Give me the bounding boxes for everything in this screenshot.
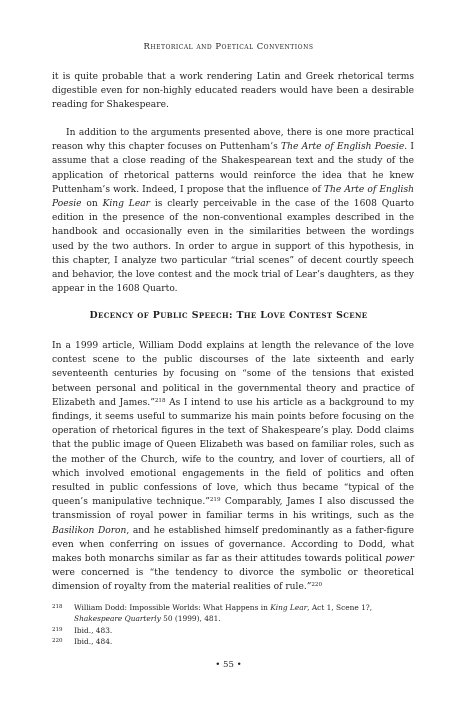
footnote-ref: 218 — [154, 397, 166, 404]
footnote-ref: 220 — [311, 582, 323, 589]
paragraph-chapter-focus — [52, 126, 414, 296]
footnote-219 — [52, 625, 414, 637]
italic-run: King Lear — [270, 603, 308, 612]
italic-run: The Arte of English Poesie — [281, 142, 405, 153]
text-run: 50 (1999), 481. — [160, 613, 221, 623]
text-run: were concerned is “the tendency to divorce the symbolic or theoretical dimension of royalty from the material realities of rule.” — [52, 568, 414, 593]
text-run: In a 1999 article, William Dodd explains at length the relevance of the love contest scene to the public discourses of the late sixteenth and early seventeenth centuries by focusing on “some of the tensions that existed between personal and political in the governmental theory and practice of Elizabeth and James.” — [52, 341, 414, 408]
footnote-text — [74, 626, 112, 635]
text-run: , and he established himself predominantly as a father-figure even when conferring on issues of governance. According to Dodd, what makes both monarchs similar as far as their attitudes towards political — [52, 525, 414, 565]
text-run: is clearly perceivable in the case of the 1608 Quarto edition in the presence of the non-conventional examples described in the handbook and occasionally even in the similarities between the wordings used by the two authors. In order to argue in support of this hypothesis, in this chapter, I analyze two particular “trial scenes” of decent courtly speech and behavior, the love contest and the mock trial of Lear’s daughters, as they appear in the 1608 Quarto. — [52, 199, 414, 295]
text-run: , Act 1, Scene 1?, — [307, 603, 373, 612]
footnote-text — [74, 603, 372, 623]
footnote-220 — [52, 636, 414, 648]
footnote-218 — [52, 602, 414, 625]
italic-run: King Lear — [102, 199, 150, 210]
italic-run: power — [385, 554, 414, 565]
footnote-number: 218 — [52, 604, 63, 610]
section-heading: Decency of Public Speech: The Love Contest Scene — [89, 310, 368, 321]
italic-run: Shakespeare Quarterly — [74, 613, 161, 623]
text-run: Ibid., 483. — [74, 625, 113, 635]
italic-run: The Arte of English Poesie — [52, 184, 414, 210]
text-run: Comparably, James I also discussed the transmission of royal power in familiar terms in his writings, such as the — [52, 497, 414, 522]
footnote-number: 219 — [52, 626, 63, 633]
text-run: Ibid., 484. — [74, 637, 113, 647]
footnotes — [52, 602, 414, 648]
paragraph-continued — [52, 70, 414, 113]
italic-run: Basilikon Doron — [52, 525, 127, 536]
text-run: on — [81, 199, 103, 210]
footnote-text — [74, 637, 112, 646]
footnote-number: 220 — [52, 638, 63, 645]
text-run: . I assume that a close reading of the Shakespearean text and the study of the application of rhetorical patterns would reinforce the idea that he knew Puttenham’s work. Indeed, I propose that the influence of — [52, 142, 414, 195]
text-run: As I intend to use his article as a background to my findings, it seems useful to summarize his main points before focusing on the operation of rhetorical figures in the text of Shakespeare’s play. Dodd claims that the public image of Queen Elizabeth was based on familiar roles, such as the mother of the Church, wife to the country, and lover of courtiers, all of which involved emotional engagements in the field of politics and often resulted in public confessions of love, which thus became “typical of the queen’s manipulative technique.” — [52, 397, 414, 508]
text-run: In addition to the arguments presented above, there is one more practical reason why this chapter focuses on Puttenham’s — [52, 128, 414, 153]
text-run: William Dodd: Impossible Worlds: What Happens in — [74, 603, 271, 612]
page-number: • 55 • — [215, 660, 242, 670]
paragraph-dodd-summary — [52, 339, 414, 595]
footnote-ref: 219 — [209, 497, 221, 504]
text-run: it is quite probable that a work rendering Latin and Greek rhetorical terms digestible even for non-highly educated readers would have been a desirable reading for Shakespeare. — [52, 72, 414, 111]
running-head: Rhetorical and Poetical Conventions — [143, 41, 314, 51]
